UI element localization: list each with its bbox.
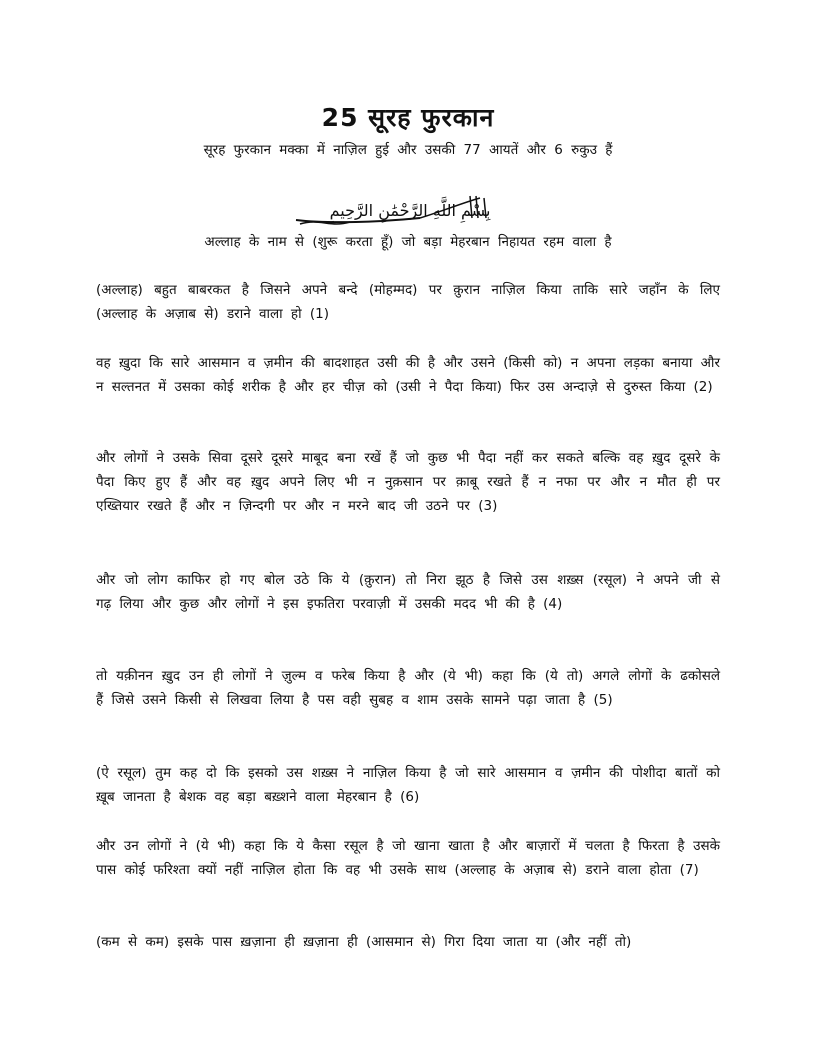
verse-8: (कम से कम) इसके पास ख़ज़ाना ही ख़ज़ाना ही (आसमान से) गिरा दिया जाता या (और नहीं तो) [96, 934, 632, 950]
surah-subtitle: सूरह फुरकान मक्का में नाज़िल हुई और उसकी 77 आयतें और 6 रुकुउ हैं [203, 142, 613, 158]
bismillah-caption: अल्लाह के नाम से (शुरू करता हूँ) जो बड़ा मेहरबान निहायत रहम वाला है [204, 234, 612, 250]
verse-6: (ऐ रसूल) तुम कह दो कि इसको उस शख़्स ने नाज़िल किया है जो सारे आसमान व ज़मीन की पोशीदा बातों को ख़ूब जानता है बेशक वह बड़ा बख़्शने वाला मेहरबान है (6) [96, 765, 720, 805]
surah-title: 25 सूरह फुरकान [321, 103, 495, 132]
verse-1: (अल्लाह) बहुत बाबरकत है जिसने अपने बन्दे (मोहम्मद) पर क़ुरान नाज़िल किया ताकि सारे जहाँन के लिए (अल्लाह के अज़ाब से) डराने वाला हो (1) [96, 282, 720, 322]
verse-4: और जो लोग काफिर हो गए बोल उठे कि ये (क़ुरान) तो निरा झूठ है जिसे उस शख़्स (रसूल) ने अपने जी से गढ़ लिया और कुछ और लोगों ने इस इफतिरा परवाज़ी में उसकी मदद भी की है (4) [96, 572, 720, 612]
bismillah-arabic-text: بِسْمِ اللَّهِ الرَّحْمَٰنِ الرَّحِيمِ [329, 201, 491, 220]
verse-2: वह ख़ुदा कि सारे आसमान व ज़मीन की बादशाहत उसी की है और उसने (किसी को) न अपना लड़का बनाया और न सल्तनत में उसका कोई शरीक है और हर चीज़ को (उसी ने पैदा किया) फिर उस अन्दाज़े से दुरुस्त किया (2) [96, 355, 720, 395]
verse-7: और उन लोगों ने (ये भी) कहा कि ये कैसा रसूल है जो खाना खाता है और बाज़ारों में चलता है फिरता है उसके पास कोई फरिश्ता क्यों नहीं नाज़िल होता कि वह भी उसके साथ (अल्लाह के अज़ाब से) डराने वाला होता (7) [96, 838, 720, 878]
bismillah-calligraphy [290, 190, 530, 230]
verse-5: तो यक़ीनन ख़ुद उन ही लोगों ने ज़ुल्म व फरेब किया है और (ये भी) कहा कि (ये तो) अगले लोगों के ढकोसले हैं जिसे उसने किसी से लिखवा लिया है पस वही सुबह व शाम उसके सामने पढ़ा जाता है (5) [96, 668, 720, 708]
verse-3: और लोगों ने उसके सिवा दूसरे दूसरे माबूद बना रखें हैं जो कुछ भी पैदा नहीं कर सकते बल्कि वह ख़ुद दूसरे के पैदा किए हुए हैं और वह ख़ुद अपने लिए भी न नुक़सान पर क़ाबू रखते हैं न नफा पर और न मौत ही पर एख्तियार रखते हैं और न ज़िन्दगी पर और न मरने बाद जी उठने पर (3) [96, 450, 720, 514]
